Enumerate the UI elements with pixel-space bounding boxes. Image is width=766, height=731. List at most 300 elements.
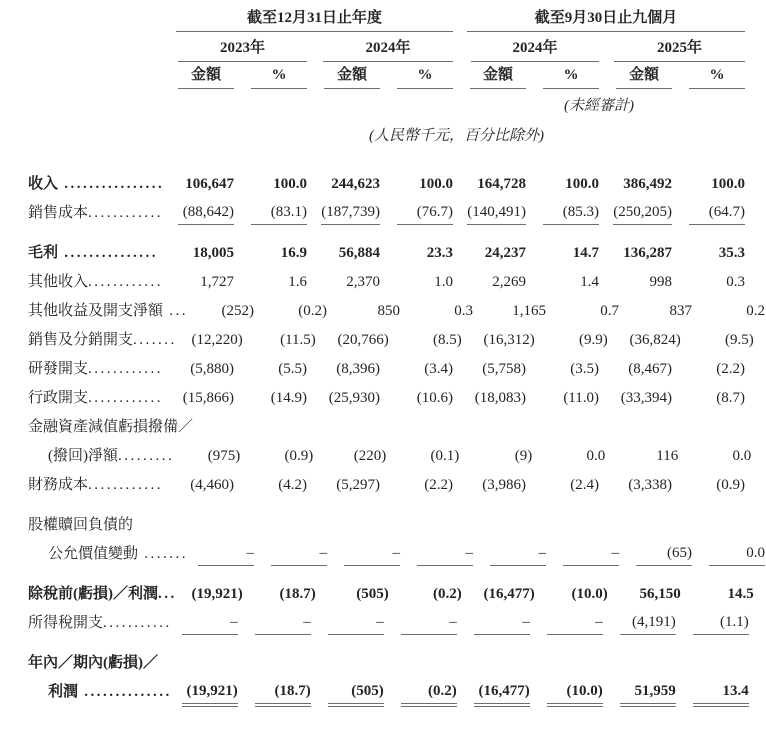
cell-value: (19,921) [191, 586, 243, 602]
table-cell [530, 683, 603, 704]
table-cell [380, 204, 453, 225]
row-label [28, 542, 188, 566]
cell-value: – [474, 614, 530, 635]
table-cell [526, 361, 599, 381]
cell-value: (33,394) [620, 390, 672, 406]
year-label: 2023年 [178, 36, 307, 62]
table-cell [672, 390, 745, 410]
cell-value: (250,205) [613, 204, 672, 225]
row-label-text: 財務成本 [28, 477, 89, 493]
table-cell [380, 245, 453, 265]
measure-header-percent: % [380, 67, 453, 89]
cell-value: (5.5) [278, 361, 307, 377]
row-label-text: 利潤 [48, 684, 79, 700]
dot-leader: ............ [88, 361, 164, 377]
cell-value: – [490, 545, 546, 566]
year-header-row [28, 32, 766, 62]
row-label-text: 股權贖回負債的 [28, 517, 134, 533]
table-cell [603, 683, 676, 704]
table-cell [400, 545, 473, 566]
cell-value: 136,287 [623, 245, 672, 261]
cell-value: (3,338) [628, 477, 672, 493]
measure-header-percent: % [526, 67, 599, 89]
cell-value: (9.5) [725, 332, 754, 348]
row-label-text: 除稅前(虧損)／利潤 [28, 586, 158, 602]
period-group-header-row [28, 4, 766, 32]
cell-value: – [563, 545, 619, 566]
cell-value: 1.0 [434, 274, 453, 290]
cell-value: 998 [649, 274, 672, 290]
dot-leader: ....... [133, 332, 177, 348]
cell-value: (5,880) [190, 361, 234, 377]
cell-value: (16,477) [474, 683, 530, 704]
cell-value: (0.9) [716, 477, 745, 493]
cell-value: 1.4 [580, 274, 599, 290]
cell-value: (505) [328, 683, 384, 704]
row-label [28, 299, 188, 323]
cell-value: 35.3 [718, 245, 745, 261]
cell-value: 14.5 [727, 586, 754, 602]
table-cell [389, 332, 462, 352]
cell-value: 1,165 [512, 303, 547, 319]
cell-value: (1.1) [693, 614, 749, 635]
cell-value: (10.6) [416, 390, 453, 406]
table-cell [546, 303, 619, 323]
cell-value: 14.7 [572, 245, 599, 261]
cell-value: (19,921) [182, 683, 238, 704]
cell-value: 2,269 [492, 274, 526, 290]
table-cell [307, 477, 380, 497]
row-label [28, 513, 168, 537]
cell-value: 100.0 [273, 176, 307, 192]
table-cell [619, 545, 692, 566]
cell-value: 56,884 [338, 245, 380, 261]
cell-value: – [344, 545, 400, 566]
cell-value: (25,930) [328, 390, 380, 406]
cell-value: 0.7 [600, 303, 620, 319]
row-label [28, 241, 168, 265]
row-label-text: 金融資產減值虧損撥備／ [28, 419, 194, 435]
cell-value: (11.5) [280, 332, 316, 348]
table-cell [177, 586, 243, 606]
table-cell [311, 683, 384, 704]
unit-note: (人民幣千元，百分比除外) [369, 128, 544, 144]
cell-value: (2.2) [716, 361, 745, 377]
table-cell [254, 303, 327, 323]
table-cell [526, 274, 599, 294]
cell-value: (36,824) [629, 332, 681, 348]
table-cell [672, 477, 745, 497]
cell-value: (3.4) [424, 361, 453, 377]
row-label [28, 473, 168, 497]
table-cell [234, 176, 307, 196]
cell-value: 100.0 [711, 176, 745, 192]
table-cell [676, 683, 749, 704]
row-label [28, 651, 168, 675]
row-label [28, 201, 168, 225]
cell-value: (65) [636, 545, 692, 566]
table-cell [535, 332, 608, 352]
cell-value: 116 [656, 448, 679, 464]
table-cell [462, 332, 535, 352]
cell-value: (140,491) [467, 204, 526, 225]
cell-value: – [417, 545, 473, 566]
table-cell [380, 361, 453, 381]
row-label [28, 444, 174, 468]
table-cell [234, 477, 307, 497]
table-cell [599, 390, 672, 410]
row-label-text: 銷售及分銷開支 [28, 332, 134, 348]
table-cell [599, 361, 672, 381]
table-row [28, 265, 766, 294]
cell-value: (8,396) [336, 361, 380, 377]
table-cell [327, 545, 400, 566]
dot-leader: ... [158, 586, 177, 602]
table-cell [526, 390, 599, 410]
cell-value: 16.9 [280, 245, 307, 261]
table-cell [526, 245, 599, 265]
cell-value: – [547, 614, 603, 635]
table-cell [462, 586, 535, 606]
table-row [28, 236, 766, 265]
table-cell [168, 204, 234, 225]
table-cell [459, 448, 532, 468]
cell-value: (4.2) [278, 477, 307, 493]
table-cell [681, 586, 754, 606]
table-cell [678, 448, 751, 468]
cell-value: (2.2) [424, 477, 453, 493]
dot-leader: ............ [88, 390, 164, 406]
table-row [28, 439, 766, 468]
cell-value: 164,728 [477, 176, 526, 192]
dot-leader: .............. [78, 684, 172, 700]
table-cell [316, 586, 389, 606]
table-cell [188, 545, 254, 566]
table-cell [234, 245, 307, 265]
cell-value: (20,766) [337, 332, 389, 348]
row-label [28, 680, 172, 704]
row-label [28, 582, 177, 606]
table-cell [599, 477, 672, 497]
row-label-text: 其他收入 [28, 274, 89, 290]
cell-value: (3.5) [570, 361, 599, 377]
table-cell [384, 683, 457, 704]
table-cell [316, 332, 389, 352]
table-cell [526, 477, 599, 497]
table-cell [599, 204, 672, 225]
table-cell [457, 683, 530, 704]
table-cell [453, 477, 526, 497]
cell-value: (85.3) [543, 204, 599, 225]
table-cell [672, 245, 745, 265]
cell-value: (0.9) [284, 448, 314, 464]
year-column-2024 [307, 36, 453, 62]
table-row [28, 381, 766, 410]
row-label-text: (撥回)淨額 [48, 448, 118, 464]
cell-value: (88,642) [178, 204, 234, 225]
table-cell [526, 204, 599, 225]
table-cell [311, 614, 384, 635]
cell-value: (252) [221, 303, 255, 319]
table-cell [619, 303, 692, 323]
cell-value: – [198, 545, 254, 566]
row-label [28, 357, 168, 381]
measure-header-amount: 金額 [453, 63, 526, 89]
year-label: 2024年 [471, 36, 599, 62]
table-row [28, 294, 766, 323]
table-cell [307, 245, 380, 265]
table-cell [692, 545, 765, 566]
row-label [28, 415, 193, 439]
table-cell [676, 614, 749, 635]
cell-value: 13.4 [693, 683, 749, 704]
cell-value: 386,492 [623, 176, 672, 192]
row-label-text: 其他收益及開支淨額 [28, 303, 164, 319]
year-column-2024-9m [453, 36, 599, 62]
cell-value: (18.7) [279, 586, 316, 602]
row-label-text: 年內／期內(虧損)／ [28, 655, 158, 671]
cell-value: – [255, 614, 311, 635]
cell-value: (16,477) [483, 586, 535, 602]
cell-value: (220) [353, 448, 387, 464]
cell-value: (5,297) [336, 477, 380, 493]
table-cell [254, 545, 327, 566]
table-row [28, 675, 766, 704]
table-cell [168, 477, 234, 497]
table-cell [172, 683, 238, 704]
dot-leader: ......... [118, 448, 175, 464]
table-label-row [28, 508, 766, 537]
cell-value: 56,150 [639, 586, 681, 602]
cell-value: (505) [356, 586, 389, 602]
cell-value: 0.0 [709, 545, 765, 566]
dot-leader: ............ [88, 274, 164, 290]
cell-value: (64.7) [689, 204, 745, 225]
row-label-text: 所得稅開支 [28, 615, 104, 631]
row-label-text: 研發開支 [28, 361, 89, 377]
table-cell [380, 274, 453, 294]
table-cell [234, 361, 307, 381]
cell-value: (4,191) [620, 614, 676, 635]
table-row [28, 323, 766, 352]
measure-header-amount: 金額 [168, 63, 234, 89]
row-label-text: 行政開支 [28, 390, 89, 406]
measure-header-amount: 金額 [307, 63, 380, 89]
dot-leader: ....... [138, 546, 189, 562]
cell-value: (975) [207, 448, 241, 464]
table-row [28, 537, 766, 566]
cell-value: (0.2) [401, 683, 457, 704]
cell-value: (8.7) [716, 390, 745, 406]
cell-value: 24,237 [484, 245, 526, 261]
period-group-nine-months-label: 截至9月30日止九個月 [467, 6, 745, 32]
cell-value: (9) [514, 448, 533, 464]
dot-leader: ... [163, 303, 189, 319]
table-cell [453, 176, 526, 196]
table-cell [380, 176, 453, 196]
cell-value: (8,467) [628, 361, 672, 377]
table-row [28, 577, 766, 606]
row-label [28, 270, 168, 294]
cell-value: 0.0 [732, 448, 752, 464]
table-cell [234, 274, 307, 294]
cell-value: (12,220) [191, 332, 243, 348]
cell-value: (0.1) [430, 448, 460, 464]
cell-value: 1,727 [200, 274, 234, 290]
table-label-row [28, 646, 766, 675]
table-cell [238, 614, 311, 635]
cell-value: (8.5) [433, 332, 462, 348]
table-cell [234, 204, 307, 225]
table-cell [240, 448, 313, 468]
unaudited-note-row [28, 89, 766, 115]
cell-value: 18,005 [192, 245, 234, 261]
cell-value: (5,758) [482, 361, 526, 377]
year-label: 2024年 [323, 36, 453, 62]
measure-header-percent: % [234, 67, 307, 89]
row-label-text: 收入 [28, 176, 59, 192]
table-cell [599, 274, 672, 294]
row-label [28, 611, 172, 635]
table-cell [457, 614, 530, 635]
cell-value: 51,959 [620, 683, 676, 704]
table-cell [672, 204, 745, 225]
cell-value: 2,370 [346, 274, 380, 290]
dot-leader: ................ [58, 176, 165, 192]
row-label [28, 328, 177, 352]
table-row [28, 606, 766, 635]
table-cell [177, 332, 243, 352]
table-cell [307, 204, 380, 225]
table-cell [605, 448, 678, 468]
table-cell [599, 176, 672, 196]
dot-leader: ............ [88, 205, 164, 221]
dot-leader: ............... [58, 245, 159, 261]
table-cell [168, 274, 234, 294]
cell-value: (18,083) [474, 390, 526, 406]
table-cell [672, 176, 745, 196]
cell-value: 0.2 [746, 303, 766, 319]
table-cell [400, 303, 473, 323]
cell-value: (10.0) [547, 683, 603, 704]
table-row [28, 167, 766, 196]
cell-value: (16,312) [483, 332, 535, 348]
cell-value: (18.7) [255, 683, 311, 704]
table-cell [692, 303, 765, 323]
cell-value: 244,623 [331, 176, 380, 192]
table-cell [453, 204, 526, 225]
cell-value: 0.3 [454, 303, 474, 319]
cell-value: 0.0 [586, 448, 606, 464]
table-cell [174, 448, 240, 468]
table-label-row [28, 410, 766, 439]
year-column-2025-9m [599, 36, 745, 62]
unit-note-row [28, 115, 766, 145]
table-cell [603, 614, 676, 635]
table-cell [473, 303, 546, 323]
cell-value: – [182, 614, 238, 635]
table-cell [313, 448, 386, 468]
cell-value: – [401, 614, 457, 635]
period-group-annual [168, 6, 453, 32]
table-cell [172, 614, 238, 635]
row-label-text: 公允價值變動 [48, 546, 139, 562]
table-cell [389, 586, 462, 606]
table-cell [530, 614, 603, 635]
cell-value: (10.0) [571, 586, 608, 602]
cell-value: (14.9) [270, 390, 307, 406]
table-body [28, 167, 766, 704]
period-group-nine-months [453, 6, 745, 32]
table-row [28, 468, 766, 497]
table-cell [681, 332, 754, 352]
cell-value: (76.7) [397, 204, 453, 225]
cell-value: (3,986) [482, 477, 526, 493]
measure-header-amount: 金額 [599, 63, 672, 89]
table-cell [327, 303, 400, 323]
row-label-text: 銷售成本 [28, 205, 89, 221]
row-label [28, 172, 168, 196]
row-label [28, 386, 168, 410]
cell-value: 23.3 [426, 245, 453, 261]
period-group-annual-label: 截至12月31日止年度 [176, 6, 453, 32]
table-cell [453, 390, 526, 410]
table-cell [168, 176, 234, 196]
cell-value: (0.2) [298, 303, 328, 319]
table-cell [473, 545, 546, 566]
table-cell [234, 390, 307, 410]
table-cell [526, 176, 599, 196]
table-cell [608, 586, 681, 606]
table-cell [168, 245, 234, 265]
table-cell [307, 176, 380, 196]
table-cell [307, 274, 380, 294]
table-cell [672, 274, 745, 294]
table-cell [608, 332, 681, 352]
table-cell [453, 274, 526, 294]
unaudited-note: (未經審計) [564, 98, 634, 114]
table-cell [384, 614, 457, 635]
table-cell [546, 545, 619, 566]
table-cell [238, 683, 311, 704]
cell-value: (187,739) [321, 204, 380, 225]
table-cell [380, 477, 453, 497]
row-label-text: 毛利 [28, 245, 59, 261]
cell-value: 850 [377, 303, 401, 319]
cell-value: (15,866) [182, 390, 234, 406]
table-cell [307, 361, 380, 381]
table-cell [672, 361, 745, 381]
cell-value: 0.3 [726, 274, 745, 290]
table-cell [168, 361, 234, 381]
table-row [28, 196, 766, 225]
table-cell [243, 586, 316, 606]
cell-value: – [328, 614, 384, 635]
cell-value: (4,460) [190, 477, 234, 493]
measure-header-row [28, 62, 766, 89]
cell-value: (0.2) [433, 586, 462, 602]
cell-value: 837 [669, 303, 693, 319]
dot-leader: ............ [88, 477, 164, 493]
table-cell [453, 361, 526, 381]
year-column-2023 [168, 36, 307, 62]
cell-value: (83.1) [251, 204, 307, 225]
cell-value: 1.6 [288, 274, 307, 290]
measure-header-percent: % [672, 67, 745, 89]
table-cell [535, 586, 608, 606]
cell-value: 106,647 [185, 176, 234, 192]
table-cell [307, 390, 380, 410]
